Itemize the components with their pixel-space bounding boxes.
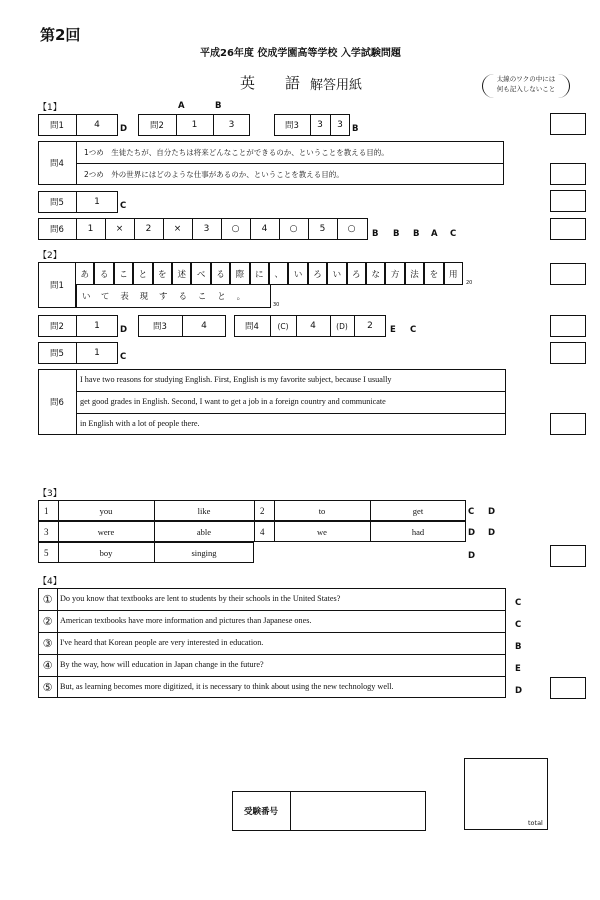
section-1-heading: 【1】 [38, 103, 62, 113]
s1-q1-grade: D [120, 124, 128, 134]
s2-q1-char-cell[interactable]: 表 [115, 285, 134, 308]
score-box-s2-a [550, 263, 586, 285]
s3-grade: D [488, 528, 496, 538]
score-box-s4 [550, 677, 586, 699]
s4-grade: B [515, 642, 522, 652]
s3-answer-cell[interactable]: to [318, 505, 326, 516]
s1-q6-grade-5: C [450, 229, 457, 239]
s1-q6-cell[interactable]: ○ [231, 224, 240, 234]
s1-q6-cell[interactable]: 4 [261, 224, 268, 234]
exam-number-field[interactable] [291, 792, 425, 830]
s2-q5-grade: C [120, 352, 127, 362]
score-box-s1-c [550, 190, 586, 212]
s3-answer-cell[interactable]: singing [191, 547, 217, 558]
s1-q5-label: 問5 [50, 198, 64, 208]
s2-q4-c-answer[interactable]: 4 [310, 321, 316, 331]
s1-q4-label: 問4 [50, 159, 64, 169]
s2-q1-char-cell[interactable]: を [424, 262, 443, 285]
s3-answer-cell[interactable]: were [97, 526, 115, 537]
s1-q6-cell[interactable]: × [115, 224, 124, 234]
s1-q6-grade-4: A [431, 229, 438, 239]
s3-answer-cell[interactable]: boy [99, 547, 113, 558]
s2-q1-char-cell[interactable]: あ [75, 262, 94, 285]
s1-q6-cell[interactable]: 5 [319, 224, 326, 234]
s4-item-number: ③ [42, 636, 53, 650]
score-box-s2-c [550, 342, 586, 364]
s2-q6-line1[interactable]: I have two reasons for studying English. First, English is my favorite subject, because I usually [80, 375, 392, 384]
s1-q2-answer-a[interactable]: 1 [191, 120, 198, 130]
s4-item-number: ① [42, 592, 53, 606]
s4-grade: C [515, 620, 522, 630]
s1-q3-grade: B [352, 124, 359, 134]
section-4-heading: 【4】 [38, 577, 62, 587]
s2-q1-char-cell[interactable]: る [94, 262, 113, 285]
s3-answer-cell[interactable]: we [317, 526, 327, 537]
score-box-s3 [550, 545, 586, 567]
s2-q6-label: 問6 [50, 398, 64, 408]
s2-q1-char-cell[interactable]: こ [192, 285, 211, 308]
subject-title: 英 語 [240, 74, 301, 92]
score-box-s1-a [550, 113, 586, 135]
s2-q1-char-cell[interactable]: い [76, 285, 95, 308]
s2-q6-line2[interactable]: get good grades in English. Second, I want to get a job in a foreign country and communicate [80, 397, 386, 406]
school-line: 平成26年度 佼成学園高等学校 入学試験問題 [200, 48, 401, 59]
s2-q1-char-cell[interactable]: と [212, 285, 231, 308]
s2-q2-grade: D [120, 325, 128, 335]
s1-q2-answer-b[interactable]: 3 [228, 120, 235, 130]
s2-q4-c-label: (C) [277, 321, 289, 331]
s2-q5-answer[interactable]: 1 [94, 348, 100, 358]
s2-q1-char-cell[interactable]: 。 [231, 285, 250, 308]
s3-grade: D [488, 507, 496, 517]
s2-q1-char-cell[interactable] [251, 285, 270, 308]
s2-q1-char-cell[interactable]: な [366, 262, 385, 285]
s2-q5-label: 問5 [50, 349, 64, 359]
s3-item-number: 5 [44, 547, 49, 558]
score-box-s1-b [550, 163, 586, 185]
s2-q1-char-cell[interactable]: 現 [134, 285, 153, 308]
s2-q1-char-cell[interactable]: 法 [405, 262, 424, 285]
s1-q6-grade-2: B [393, 229, 400, 239]
s2-q1-char-cell[interactable]: 際 [230, 262, 249, 285]
s2-q1-label: 問1 [50, 281, 64, 291]
s2-q1-char-cell[interactable]: こ [114, 262, 133, 285]
s2-q4-label: 問4 [245, 322, 259, 332]
round-label: 第2回 [40, 26, 81, 44]
s1-q6-cell[interactable]: 1 [87, 224, 94, 234]
notice-bracket [482, 74, 570, 98]
section-2-heading: 【2】 [38, 251, 62, 261]
s2-q3-label: 問3 [153, 322, 167, 332]
s2-q1-char-cell[interactable]: に [250, 262, 269, 285]
s2-q1-char-cell[interactable]: す [154, 285, 173, 308]
s4-answer-text[interactable]: I've heard that Korean people are very interested in education. [60, 638, 264, 647]
s1-q1-label: 問1 [50, 121, 64, 131]
score-box-s2-b [550, 315, 586, 337]
s3-answer-cell[interactable]: able [196, 526, 212, 537]
s2-q1-char-cell[interactable]: い [327, 262, 346, 285]
s2-q1-char-cell[interactable]: い [288, 262, 307, 285]
score-box-s2-d [550, 413, 586, 435]
s2-q1-char-cell[interactable]: る [173, 285, 192, 308]
s1-q4-line2[interactable]: 2つめ 外の世界にはどのような仕事があるのか、ということを教える目的。 [84, 170, 344, 179]
s2-q1-char-cell[interactable]: 方 [385, 262, 404, 285]
s2-q1-char-cell[interactable]: と [133, 262, 152, 285]
s2-q1-char-cell[interactable]: 、 [269, 262, 288, 285]
s2-q1-count-30: 30 [273, 302, 280, 308]
s3-item-number: 4 [260, 526, 265, 537]
s2-q1-char-cell[interactable]: ろ [347, 262, 366, 285]
s2-q6-line3[interactable]: in English with a lot of people there. [80, 419, 200, 428]
s3-item-number: 2 [260, 505, 265, 516]
s4-grade: C [515, 598, 522, 608]
s1-q5-grade: C [120, 201, 127, 211]
s3-answer-cell[interactable]: you [99, 505, 113, 516]
s3-item-number: 3 [44, 526, 49, 537]
mark-a: A [178, 101, 185, 111]
s2-q1-char-cell[interactable]: 述 [172, 262, 191, 285]
exam-number-label: 受験番号 [243, 807, 278, 817]
s4-answer-text[interactable]: American textbooks have more information and pictures than Japanese ones. [60, 616, 312, 625]
s2-q1-char-cell[interactable]: る [211, 262, 230, 285]
total-label: total [528, 819, 543, 827]
notice-line-2: 何も記入しないこと [496, 85, 556, 93]
s4-grade: D [515, 686, 523, 696]
s2-q2-label: 問2 [50, 322, 64, 332]
s4-item-number: ⑤ [42, 680, 53, 694]
s1-q1-answer[interactable]: 4 [94, 120, 100, 130]
s2-q1-char-cell[interactable]: て [95, 285, 114, 308]
s1-q6-cell[interactable]: × [173, 224, 182, 234]
s3-answer-cell[interactable]: had [411, 526, 425, 537]
s2-q4-grade-1: E [390, 325, 396, 335]
s1-q6-label: 問6 [50, 225, 64, 235]
section-3-heading: 【3】 [38, 489, 62, 499]
s1-q6-cell[interactable]: 3 [203, 224, 210, 234]
s4-answer-text[interactable]: But, as learning becomes more digitized, it is necessary to think about using the new technology well. [60, 682, 394, 691]
mark-b: B [215, 101, 222, 111]
s4-item-number: ② [42, 614, 53, 628]
s2-q3-answer[interactable]: 4 [201, 321, 207, 331]
s2-q1-char-cell[interactable]: ろ [308, 262, 327, 285]
s1-q5-answer[interactable]: 1 [94, 197, 100, 207]
sheet-title: 解答用紙 [310, 78, 363, 93]
s2-q2-answer[interactable]: 1 [94, 321, 100, 331]
s2-q4-d-label: (D) [336, 321, 348, 331]
s1-q6-grade-1: B [372, 229, 379, 239]
s1-q3-answer-b[interactable]: 3 [337, 120, 343, 130]
s3-grade: D [468, 551, 476, 561]
s1-q6-cell[interactable]: 2 [145, 224, 152, 234]
s4-grade: E [515, 664, 521, 674]
s1-q3-answer-a[interactable]: 3 [317, 120, 323, 130]
s3-answer-cell[interactable]: get [412, 505, 424, 516]
s3-grade: C [468, 507, 475, 517]
s1-q6-grade-3: B [413, 229, 420, 239]
s3-answer-cell[interactable]: like [197, 505, 211, 516]
s2-q4-grade-2: C [410, 325, 417, 335]
s3-grade: D [468, 528, 476, 538]
s1-q6-cell[interactable]: ○ [289, 224, 298, 234]
s2-q1-count-20: 20 [466, 280, 473, 286]
score-box-s1-d [550, 218, 586, 240]
s4-answer-text[interactable]: Do you know that textbooks are lent to students by their schools in the United States? [60, 594, 341, 603]
s1-q2-label: 問2 [150, 121, 164, 131]
notice-line-1: 太線のワクの中には [496, 75, 556, 83]
s1-q3-label: 問3 [285, 121, 299, 131]
s4-item-number: ④ [42, 658, 53, 672]
s2-q4-d-answer[interactable]: 2 [367, 321, 373, 331]
s2-q1-char-cell[interactable]: を [153, 262, 172, 285]
s1-q4-line1[interactable]: 1つめ 生徒たちが、自分たちは将来どんなことができるのか、ということを教える目的。 [84, 148, 389, 157]
s2-q1-char-cell[interactable]: 用 [444, 262, 463, 285]
s2-q1-char-cell[interactable]: べ [191, 262, 210, 285]
s4-answer-text[interactable]: By the way, how will education in Japan change in the future? [60, 660, 264, 669]
s1-q6-cell[interactable]: ○ [347, 224, 356, 234]
s3-item-number: 1 [44, 505, 49, 516]
